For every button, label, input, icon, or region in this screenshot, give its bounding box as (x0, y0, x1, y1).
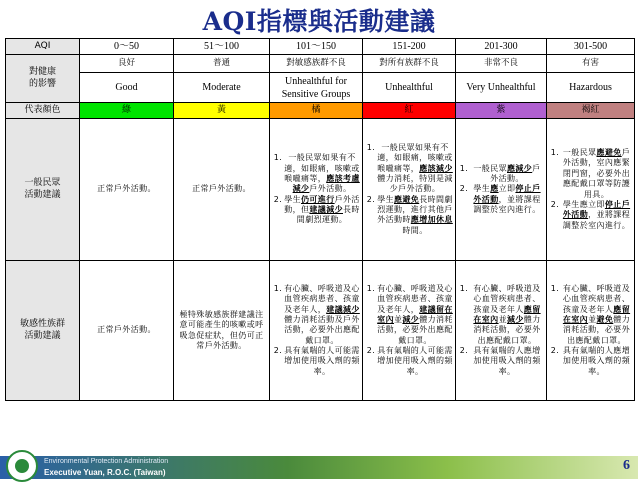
advice-emphasis: 停止戶外活動 (562, 199, 631, 220)
advice-cell (363, 119, 456, 261)
advice-text-run: 極特殊敏感族群建議注意可能產生的咳嗽或呼吸急促症狀，但仍可正常戶外活動。 (179, 309, 264, 350)
advice-text-run: 戶外活動，室內應緊閉門窗，必要外出應配戴口罩等防護用具。 (562, 147, 631, 199)
advice-text-run: 正常戶外活動。 (97, 184, 156, 194)
page-number: 6 (623, 458, 630, 473)
advice-text-run: 具有氣喘的人應增加使用吸入劑的頻率。 (562, 346, 631, 376)
advice-text-run: 體力消耗活動，必要外出應配戴口罩。 (562, 314, 631, 345)
advice-emphasis: 應留在室內 (473, 304, 541, 324)
advice-emphasis: 應避免 (596, 147, 622, 157)
advice-cell (547, 119, 635, 261)
advice-item (365, 284, 453, 346)
advice-item (365, 346, 453, 377)
color-cell: 褐紅 (547, 103, 635, 119)
advice-item-number: 1. (366, 142, 376, 152)
advice-emphasis: 減少 (402, 314, 420, 324)
advice-item (176, 310, 267, 352)
advice-item (549, 346, 632, 377)
advice-cell (363, 261, 456, 401)
aqi-range-cell: 101～150 (270, 39, 363, 55)
advice-text-run: 有心臟、呼吸道及心血管疾病患者、孩童及老年人 (562, 283, 631, 314)
advice-text-run: 學生 (473, 184, 491, 194)
advice-text-run: 一般民眾如果有不適，如眼痛，咳嗽或喉嚨痛等， (284, 153, 360, 183)
health-zh-row (6, 55, 635, 73)
advice-text-run: 立即 (498, 184, 516, 194)
advice-item-text (470, 164, 544, 185)
advice-item-text (284, 153, 360, 195)
advice-item (272, 346, 360, 377)
general-advice-row (6, 119, 635, 261)
advice-cell (456, 261, 547, 401)
advice-cell (174, 119, 270, 261)
advice-item (272, 195, 360, 226)
aqi-range-row (6, 39, 635, 55)
advice-item-number: 1. (273, 153, 283, 163)
advice-emphasis: 應 (490, 184, 499, 194)
advice-item (458, 184, 544, 215)
advice-emphasis: 停止戶外活動 (473, 184, 541, 204)
aqi-range-cell: 301-500 (547, 39, 635, 55)
advice-cell (80, 261, 174, 401)
advice-item (272, 284, 360, 346)
advice-item-text (561, 148, 632, 200)
advice-item-text (82, 184, 171, 194)
advice-text-run: 戶外活動。 (309, 184, 352, 194)
advice-text-run: 一般民眾如果有不適，如眼痛，咳嗽或喉嚨痛等， (377, 142, 453, 173)
advice-text-run: 有心臟、呼吸道及心血管疾病患者、孩童及老年人， (377, 283, 453, 314)
color-cell: 黃 (174, 103, 270, 119)
epa-logo-icon (6, 450, 38, 482)
advice-cell (270, 119, 363, 261)
sensitive-advice-label: 敏感性族群 活動建議 (6, 261, 80, 401)
advice-cell (174, 261, 270, 401)
general-advice-label: 一般民眾 活動建議 (6, 119, 80, 261)
advice-item-number: 2. (273, 346, 283, 356)
advice-text-run: 長時間劇烈運動，進行其他戶外活動時 (377, 194, 453, 225)
aqi-header: AQI (6, 39, 80, 55)
advice-item-text (284, 346, 360, 377)
color-cell: 紅 (363, 103, 456, 119)
advice-text-run: 體力消耗，特別是減少戶外活動。 (377, 173, 453, 194)
advice-item-text (176, 184, 267, 194)
advice-item-text (176, 310, 267, 352)
advice-item-number: 2. (550, 346, 560, 356)
advice-item-text (377, 284, 453, 346)
health-en-cell: Unhealthful for Sensitive Groups (270, 73, 363, 103)
color-cell: 紫 (456, 103, 547, 119)
advice-item (82, 325, 171, 335)
health-zh-cell: 對敏感族群不良 (270, 55, 363, 73)
advice-emphasis: 應該減少 (419, 163, 453, 173)
advice-text-run: 學生 (284, 194, 301, 204)
health-zh-cell: 非常不良 (456, 55, 547, 73)
advice-item-text (377, 195, 453, 237)
advice-text-run: 體力消耗活動，必要外出應配戴口罩。 (377, 314, 453, 345)
health-en-cell: Very Unhealthful (456, 73, 547, 103)
advice-item-number: 1. (550, 147, 560, 157)
advice-item-text (561, 200, 632, 231)
advice-emphasis: 建議減少 (309, 205, 343, 215)
advice-item-number: 2. (273, 194, 283, 204)
health-en-row (6, 73, 635, 103)
advice-item (549, 284, 632, 346)
advice-text-run: 有心臟、呼吸道及心血管疾病患者、孩童及老年人， (284, 283, 360, 314)
advice-emphasis: 建議留在室內 (377, 304, 453, 324)
advice-item (176, 184, 267, 194)
advice-item-text (470, 284, 544, 346)
advice-item-number: 1. (459, 163, 469, 173)
aqi-range-cell: 0～50 (80, 39, 174, 55)
advice-text-run: 正常戶外活動。 (192, 184, 251, 194)
advice-item-text (377, 346, 453, 377)
slide-title: AQI指標與活動建議 (202, 7, 436, 36)
advice-cell (547, 261, 635, 401)
advice-emphasis: 應減少 (507, 163, 533, 173)
color-row (6, 103, 635, 119)
advice-item-number: 2. (550, 199, 560, 209)
advice-text-run: 正常戶外活動。 (97, 325, 156, 335)
health-zh-cell: 有害 (547, 55, 635, 73)
advice-item (458, 346, 544, 377)
advice-text-run: ，並將課程調整於室內進行。 (473, 194, 541, 215)
advice-emphasis: 避免 (596, 314, 614, 324)
advice-item-number: 1. (366, 283, 376, 293)
health-zh-cell: 良好 (80, 55, 174, 73)
advice-item (549, 200, 632, 231)
advice-text-run: 具有氣喘的人可能需增加使用吸入劑的頻率。 (377, 346, 453, 376)
advice-text-run: 長時間劇烈運動。 (296, 205, 360, 225)
advice-item-text (561, 346, 632, 377)
advice-item-number: 1. (459, 283, 469, 293)
advice-item-text (284, 284, 360, 346)
advice-emphasis: 應增加休息 (410, 215, 453, 225)
advice-emphasis: 減少 (506, 314, 524, 324)
color-label: 代表顏色 (6, 103, 80, 119)
advice-item (82, 184, 171, 194)
advice-item-text (377, 143, 453, 195)
aqi-range-cell: 151-200 (363, 39, 456, 55)
advice-text-run: 時間。 (402, 225, 428, 235)
advice-item (549, 148, 632, 200)
advice-emphasis: 應避免 (394, 194, 420, 204)
advice-text-run: 體力消耗活動及戶外活動，必要外出應配戴口罩。 (284, 314, 360, 345)
advice-item-text (284, 195, 360, 226)
health-en-cell: Unhealthful (363, 73, 456, 103)
advice-item (365, 143, 453, 195)
advice-text-run: 戶外活動。 (490, 163, 541, 183)
advice-emphasis: 應留在室內 (562, 304, 631, 324)
health-effect-label: 對健康 的影響 (6, 55, 80, 103)
advice-text-run: 具有氣喘的人應增加使用吸入劑的頻率。 (473, 346, 541, 376)
advice-item-text (561, 284, 632, 346)
advice-item-text (470, 184, 544, 215)
advice-text-run: 戶外活動，但 (284, 194, 360, 215)
advice-text-run: ，並將課程調整於室內進行。 (562, 210, 631, 230)
health-en-cell: Hazardous (547, 73, 635, 103)
advice-text-run: 有心臟、呼吸道及心血管疾病患者、孩童及老年人 (473, 283, 541, 314)
advice-item (365, 195, 453, 237)
advice-emphasis: 仍可進行 (301, 194, 335, 204)
advice-item-number: 2. (366, 346, 376, 356)
health-en-cell: Moderate (174, 73, 270, 103)
advice-item-number: 2. (366, 194, 376, 204)
advice-cell (80, 119, 174, 261)
advice-item (458, 164, 544, 185)
sensitive-advice-row (6, 261, 635, 401)
advice-cell (456, 119, 547, 261)
advice-item-number: 1. (550, 283, 560, 293)
advice-text-run: 並 (393, 314, 403, 324)
footer-org-line: Environmental Protection Administration (44, 458, 169, 465)
health-en-cell: Good (80, 73, 174, 103)
color-cell: 綠 (80, 103, 174, 119)
aqi-range-cell: 51～100 (174, 39, 270, 55)
advice-item (458, 284, 544, 346)
advice-cell (270, 261, 363, 401)
advice-item-text (82, 325, 171, 335)
advice-item-number: 2. (459, 346, 469, 356)
footer-org-line2: Executive Yuan, R.O.C. (Taiwan) (44, 468, 166, 477)
advice-text-run: 體力消耗活動，必要外出應配戴口罩。 (473, 314, 541, 345)
aqi-table (5, 38, 635, 401)
advice-text-run: 學生 (377, 194, 394, 204)
advice-emphasis: 應該考慮減少 (292, 173, 360, 194)
advice-text-run: 一般民眾 (562, 147, 597, 157)
aqi-range-cell: 201-300 (456, 39, 547, 55)
advice-text-run: 並 (588, 314, 597, 324)
advice-item-text (470, 346, 544, 377)
advice-emphasis: 建議減少 (326, 304, 360, 314)
advice-text-run: 一般民眾 (473, 163, 507, 173)
advice-item-number: 2. (459, 184, 469, 194)
advice-item (272, 153, 360, 195)
advice-text-run: 並 (498, 314, 507, 324)
health-zh-cell: 對所有族群不良 (363, 55, 456, 73)
color-cell: 橘 (270, 103, 363, 119)
health-zh-cell: 普通 (174, 55, 270, 73)
advice-item-number: 1. (273, 283, 283, 293)
advice-text-run: 具有氣喘的人可能需增加使用吸入劑的頻率。 (284, 346, 360, 376)
advice-text-run: 學生應立即 (562, 199, 605, 209)
